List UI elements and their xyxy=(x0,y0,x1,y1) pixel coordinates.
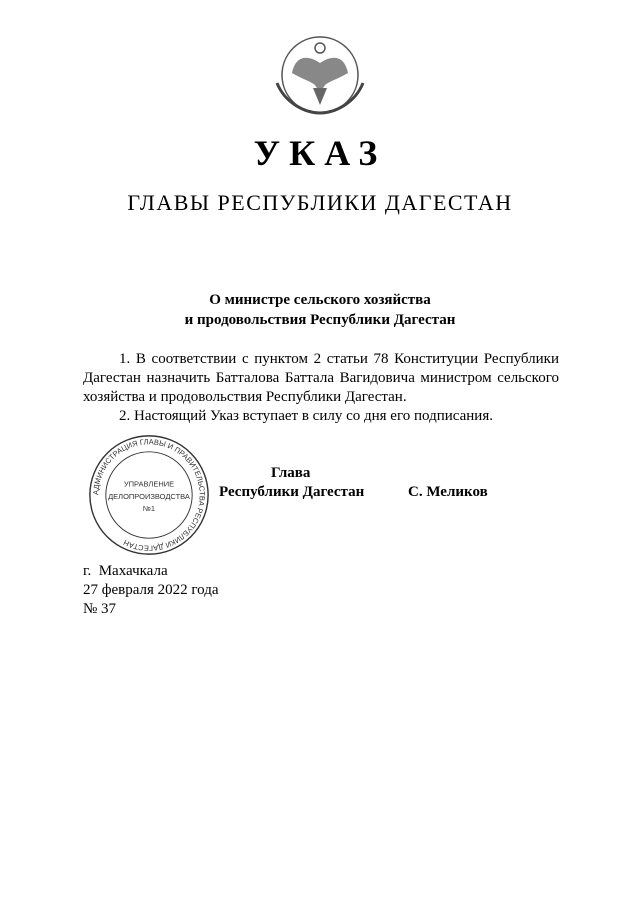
heading-line: и продовольствия Республики Дагестан xyxy=(184,312,456,328)
stamp-ring-text: АДМИНИСТРАЦИЯ ГЛАВЫ И ПРАВИТЕЛЬСТВА РЕСПУБЛИКИ ДАГЕСТАН xyxy=(91,437,207,553)
document-heading xyxy=(0,290,640,330)
signatory-name: С. Меликов xyxy=(408,484,488,500)
stamp-center-line: УПРАВЛЕНИЕ xyxy=(123,479,175,489)
stamp-center-line: №1 xyxy=(142,503,156,513)
stamp-center-line: ДЕЛОПРОИЗВОДСТВА xyxy=(108,491,190,501)
document-number: № 37 xyxy=(83,601,117,617)
official-stamp xyxy=(88,434,210,556)
heading-line: О министре сельского хозяйства xyxy=(209,292,431,308)
document-body xyxy=(83,350,559,426)
date: 27 февраля 2022 года xyxy=(83,582,219,598)
document-subtitle: ГЛАВЫ РЕСПУБЛИКИ ДАГЕСТАН xyxy=(127,190,513,215)
signature-position-line1: Глава xyxy=(271,465,311,481)
document-title: УКАЗ xyxy=(253,133,387,173)
place: г. Махачкала xyxy=(83,563,168,579)
paragraph: 2. Настоящий Указ вступает в силу со дня его подписания. xyxy=(119,408,493,424)
document-footer xyxy=(83,562,219,619)
coat-of-arms-emblem xyxy=(265,33,375,123)
paragraph: 1. В соответствии с пунктом 2 статьи 78 Конституции Республики Дагестан назначить Батталова Баттала Вагидовича министром сельского хозяйства и продовольствия Республики Дагестан. xyxy=(83,351,559,405)
signature-position-line2: Республики Дагестан xyxy=(219,484,365,500)
